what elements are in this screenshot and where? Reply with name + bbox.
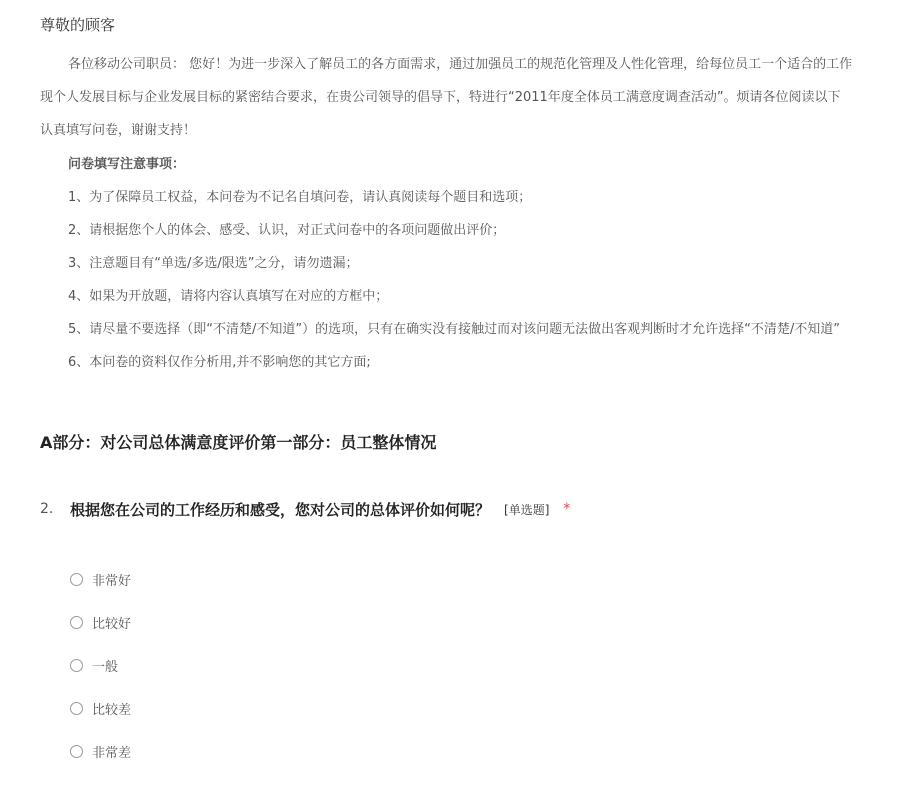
intro-paragraph-line: 各位移动公司职员： 您好！为进一步深入了解员工的各方面需求，通过加强员工的规范化管理及人性化管理，给每位员工一个适合的工作 bbox=[68, 57, 853, 72]
note-item: 1、为了保障员工权益，本问卷为不记名自填问卷，请认真阅读每个题目和选项； bbox=[68, 190, 532, 205]
radio-button[interactable] bbox=[70, 616, 83, 629]
question-number: 2. bbox=[40, 501, 54, 517]
option-label: 非常差 bbox=[92, 745, 132, 761]
required-mark: * bbox=[563, 501, 571, 517]
question-type-label: [单选题] bbox=[504, 502, 550, 517]
section-title: A部分：对公司总体满意度评价第一部分：员工整体情况 bbox=[40, 433, 437, 452]
radio-button[interactable] bbox=[70, 702, 83, 715]
question-header bbox=[40, 496, 570, 522]
option-label: 比较差 bbox=[92, 702, 132, 718]
option-very-good[interactable] bbox=[70, 569, 131, 589]
greeting-text: 尊敬的顾客 bbox=[40, 16, 116, 34]
radio-button[interactable] bbox=[70, 573, 83, 586]
note-item: 2、请根据您个人的体会、感受、认识，对正式问卷中的各项问题做出评价； bbox=[68, 223, 506, 238]
option-label: 比较好 bbox=[92, 616, 132, 632]
note-item: 6、本问卷的资料仅作分析用,并不影响您的其它方面; bbox=[68, 355, 371, 370]
intro-paragraph-line: 认真填写问卷，谢谢支持！ bbox=[40, 123, 197, 138]
note-item: 4、如果为开放题，请将内容认真填写在对应的方框中； bbox=[68, 289, 389, 304]
note-item: 5、请尽量不要选择（即“不清楚/不知道”）的选项，只有在确实没有接触过而对该问题无法做出客观判断时才允许选择“不清楚/不知道” bbox=[68, 322, 840, 337]
note-item: 3、注意题目有“单选/多选/限选”之分，请勿遗漏； bbox=[68, 256, 359, 271]
intro-paragraph-line: 现个人发展目标与企业发展目标的紧密结合要求，在贵公司领导的倡导下，特进行“2011年度全体员工满意度调查活动”。烦请各位阅读以下 bbox=[40, 90, 841, 105]
option-average[interactable] bbox=[70, 655, 118, 675]
notes-heading: 问卷填写注意事项： bbox=[68, 157, 186, 172]
option-poor[interactable] bbox=[70, 698, 131, 718]
option-very-poor[interactable] bbox=[70, 741, 131, 761]
option-label: 非常好 bbox=[92, 573, 132, 589]
radio-button[interactable] bbox=[70, 659, 83, 672]
question-text: 根据您在公司的工作经历和感受，您对公司的总体评价如何呢？ bbox=[70, 500, 491, 519]
option-label: 一般 bbox=[92, 659, 119, 675]
option-good[interactable] bbox=[70, 612, 131, 632]
radio-button[interactable] bbox=[70, 745, 83, 758]
